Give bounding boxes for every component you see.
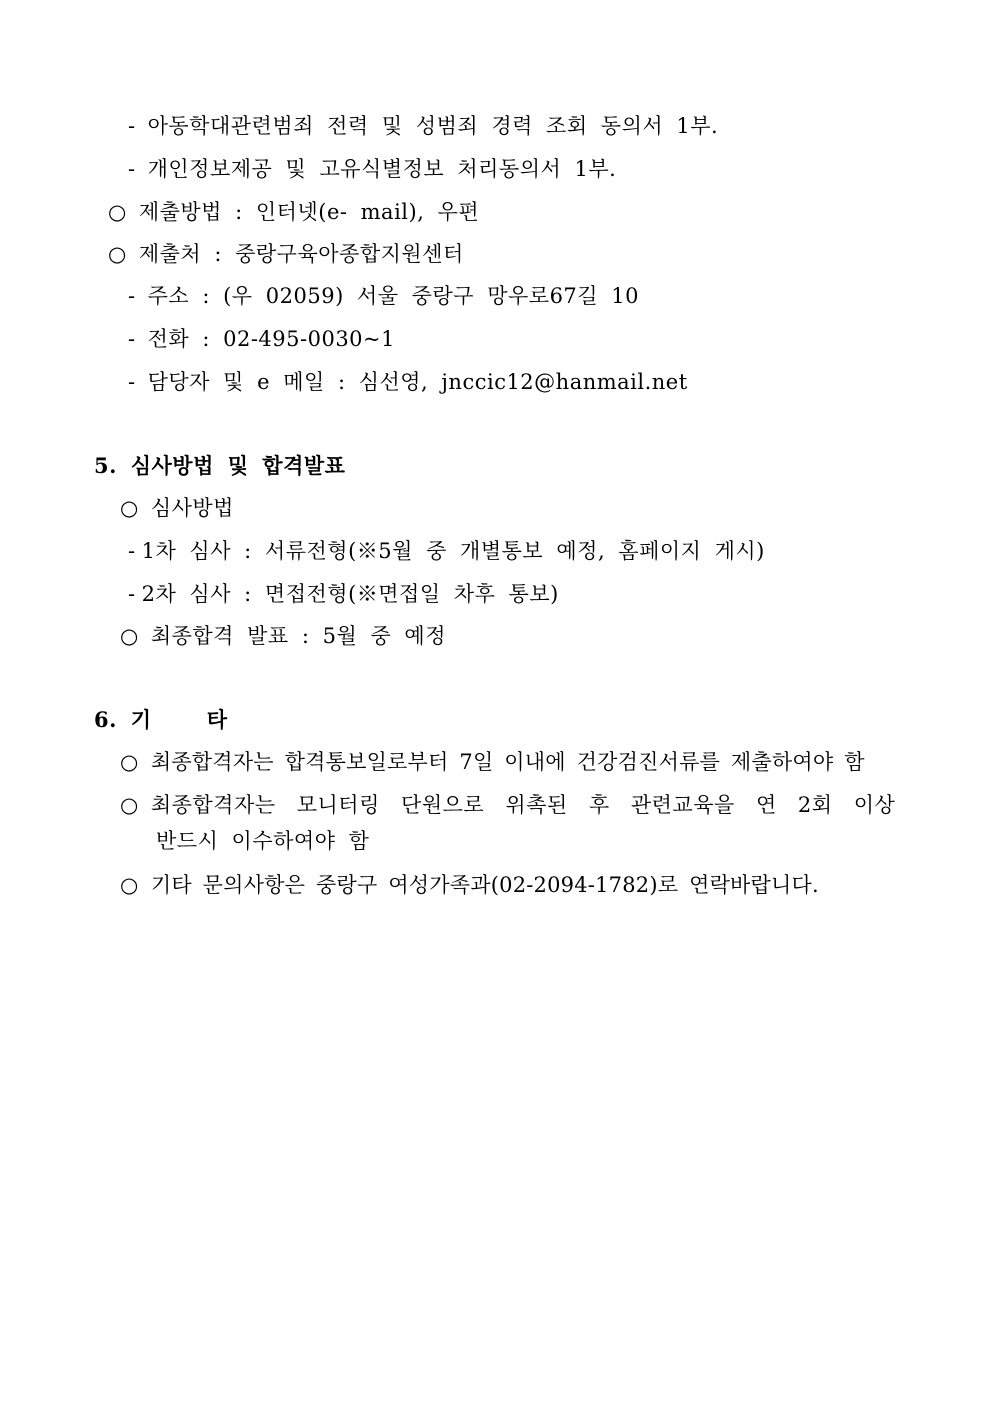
circle-bullet-icon: ○ [120,624,139,648]
list-item [120,748,865,776]
list-item [128,282,639,310]
list-item-text: 1차 심사 : 서류전형(※5월 중 개별통보 예정, 홈페이지 게시) [141,539,765,563]
list-item-text: 최종합격자는 합격통보일로부터 7일 이내에 건강검진서류를 제출하여야 함 [150,750,865,774]
circle-bullet-icon: ○ [120,873,139,897]
list-item-continuation: 반드시 이수하여야 함 [156,829,370,853]
list-item [120,494,234,522]
section-6-heading: 6. 기 타 [94,707,228,732]
list-item [128,155,616,183]
dash-bullet: - [128,539,136,563]
list-item-text: 아동학대관련범죄 전력 및 성범죄 경력 조회 동의서 1부. [147,114,719,138]
circle-bullet-icon: ○ [108,242,127,266]
list-item [128,580,559,608]
circle-bullet-icon: ○ [120,750,139,774]
dash-bullet: - [128,370,136,394]
list-item-text: 전화 : 02-495-0030~1 [147,327,396,351]
list-item [108,240,464,268]
section-5-heading: 5. 심사방법 및 합격발표 [94,453,346,478]
list-item-text: 최종합격자는 모니터링 단원으로 위촉된 후 관련교육을 연 2회 이상 [150,793,896,817]
circle-bullet-icon: ○ [108,200,127,224]
list-item-text: 개인정보제공 및 고유식별정보 처리동의서 1부. [147,157,617,181]
dash-bullet: - [128,157,136,181]
list-item [128,368,688,396]
list-item [120,622,446,650]
list-item [108,198,479,226]
circle-bullet-icon: ○ [120,793,139,817]
list-item [128,537,765,565]
list-item [128,112,718,140]
list-item-text: 심사방법 [150,496,234,520]
list-item-text: 제출방법 : 인터넷(e- mail), 우편 [138,200,480,224]
dash-bullet: - [128,582,136,606]
dash-bullet: - [128,114,136,138]
list-item-text: 제출처 : 중랑구육아종합지원센터 [138,242,464,266]
list-item-text: 주소 : (우 02059) 서울 중랑구 망우로67길 10 [147,284,639,308]
list-item-text: 담당자 및 e 메일 : 심선영, jnccic12@hanmail.net [147,370,688,394]
dash-bullet: - [128,327,136,351]
list-item [128,325,395,353]
list-item [120,791,895,819]
list-item-text: 2차 심사 : 면접전형(※면접일 차후 통보) [141,582,559,606]
list-item-text: 최종합격 발표 : 5월 중 예정 [150,624,446,648]
circle-bullet-icon: ○ [120,496,139,520]
list-item-text: 기타 문의사항은 중랑구 여성가족과(02-2094-1782)로 연락바랍니다. [150,873,819,897]
list-item [120,871,819,899]
dash-bullet: - [128,284,136,308]
